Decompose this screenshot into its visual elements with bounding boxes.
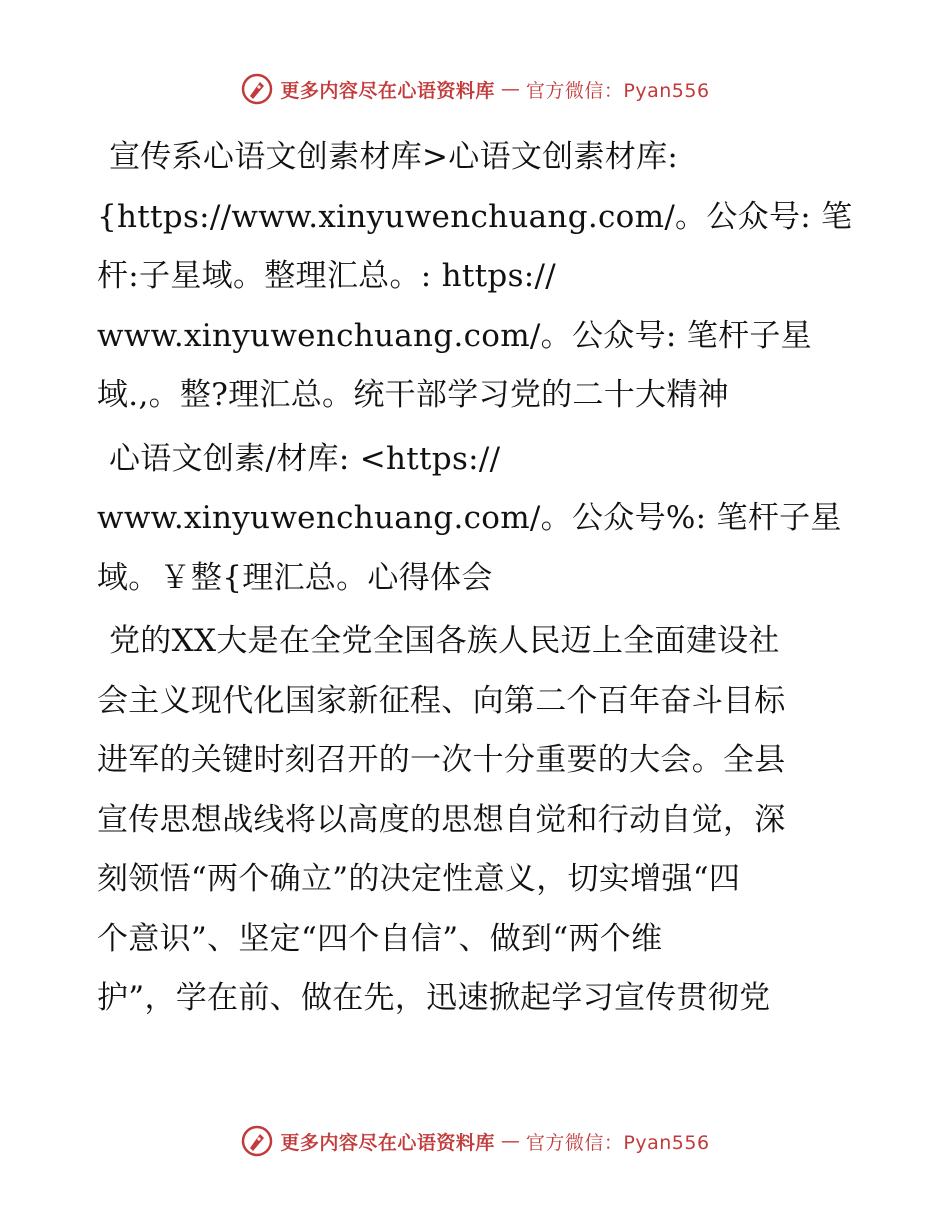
paragraph-line: 域.,。整?理汇总。统干部学习党的二十大精神 [97, 377, 729, 413]
paragraph-2 [97, 430, 852, 609]
paragraph-line: 个意识”、坚定“四个自信”、做到“两个维 [97, 920, 663, 957]
footer-banner [0, 1124, 950, 1158]
banner-brand: 更多内容尽在心语资料库 [280, 1131, 495, 1154]
paragraph-line: 党的XX大是在全党全国各族人民迈上全面建设社 [109, 623, 780, 659]
paragraph-line: {https://www.xinyuwenchuang.com/。公众号: 笔 [97, 198, 853, 235]
pen-nib-logo-icon [240, 1124, 274, 1158]
pen-nib-logo-icon [240, 72, 274, 106]
banner-contact: 官方微信：Pyan556 [525, 79, 710, 102]
paragraph-line: 进军的关键时刻召开的一次十分重要的大会。全县 [97, 742, 786, 778]
paragraph-line: 会主义现代化国家新征程、向第二个百年奋斗目标 [97, 682, 786, 719]
paragraph-line: 护”，学在前、做在先，迅速掀起学习宣传贯彻党 [97, 980, 771, 1016]
paragraph-line: 刻领悟“两个确立”的决定性意义，切实增强“四 [97, 861, 741, 897]
paragraph-3 [97, 612, 852, 1029]
document-body [97, 128, 852, 1029]
banner-separator: — [500, 1130, 520, 1152]
banner-contact: 官方微信：Pyan556 [525, 1131, 710, 1154]
banner-brand: 更多内容尽在心语资料库 [280, 79, 495, 102]
paragraph-line: www.xinyuwenchuang.com/。公众号%: 笔杆子星 [97, 500, 842, 536]
paragraph-line: 心语文创素/材库: <https:// [109, 440, 501, 477]
banner-separator: — [500, 78, 520, 100]
paragraph-line: www.xinyuwenchuang.com/。公众号: 笔杆子星 [97, 317, 812, 354]
header-banner [0, 72, 950, 106]
paragraph-1 [97, 128, 852, 426]
paragraph-line: 域。￥整{理汇总。心得体会 [97, 559, 493, 596]
paragraph-line: 宣传系心语文创素材库>心语文创素材库: [109, 139, 679, 175]
paragraph-line: 杆:子星域。整理汇总。: https:// [97, 258, 557, 294]
paragraph-line: 宣传思想战线将以高度的思想自觉和行动自觉，深 [97, 801, 786, 838]
